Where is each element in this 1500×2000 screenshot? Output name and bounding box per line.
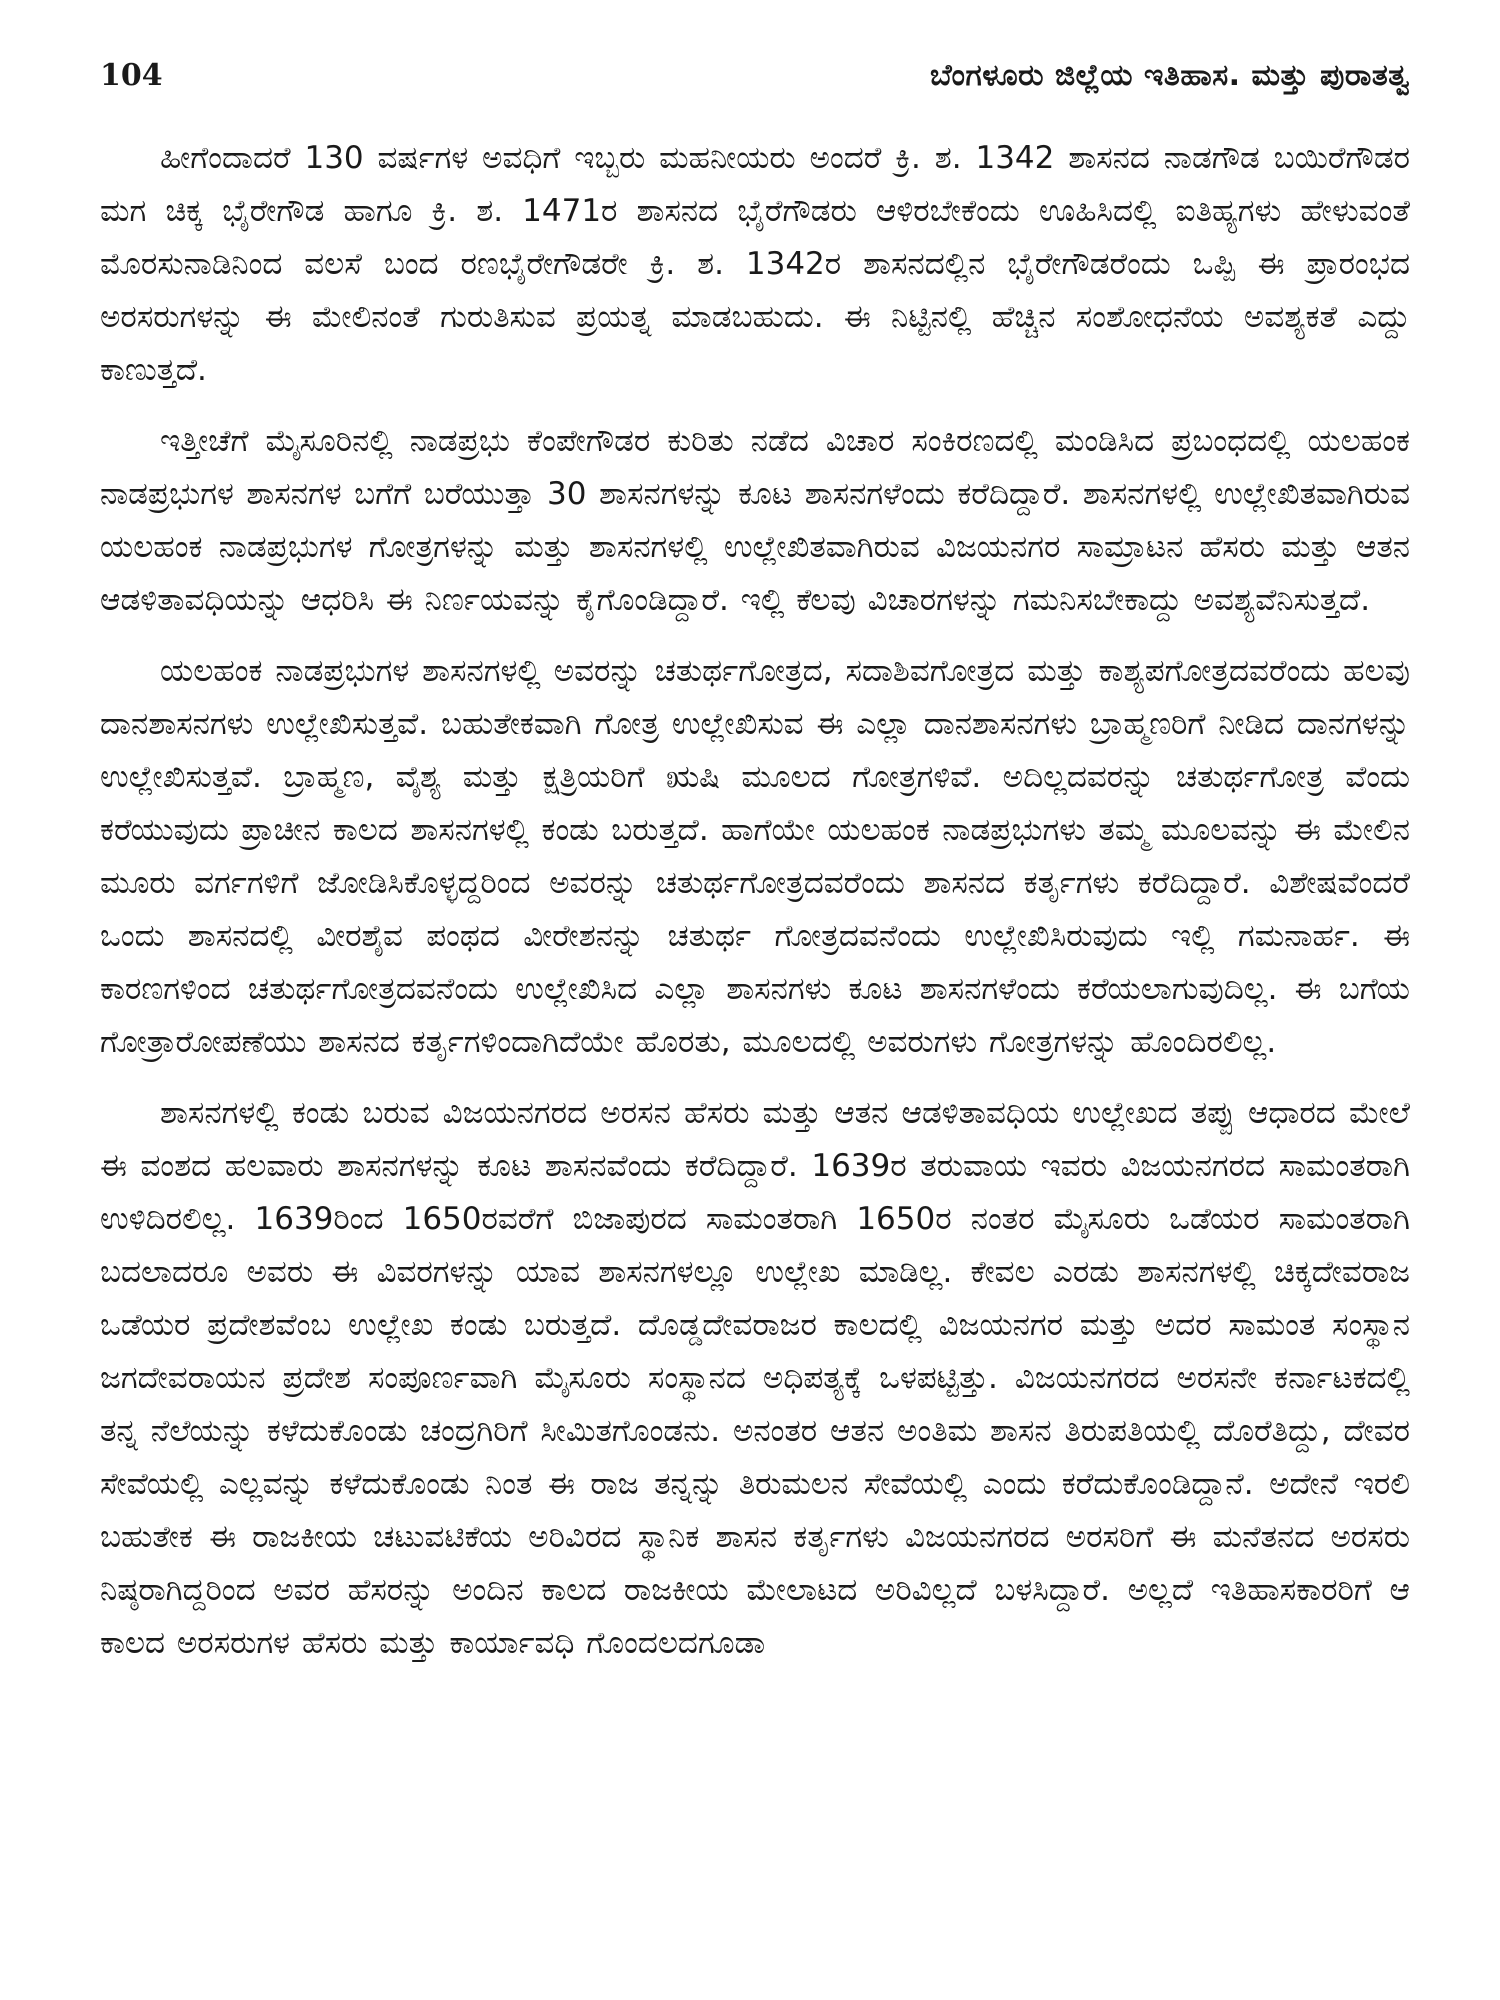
page-header <box>100 58 1410 118</box>
page-number: 104 <box>100 58 163 93</box>
running-title: ಬೆಂಗಳೂರು ಜಿಲ್ಲೆಯ ಇತಿಹಾಸ. ಮತ್ತು ಪುರಾತತ್ವ <box>929 58 1410 93</box>
paragraph: ಇತ್ತೀಚೆಗೆ ಮೈಸೂರಿನಲ್ಲಿ ನಾಡಪ್ರಭು ಕೆಂಪೇಗೌಡರ ಕುರಿತು ನಡೆದ ವಿಚಾರ ಸಂಕಿರಣದಲ್ಲಿ ಮಂಡಿಸಿದ ಪ್ರಬಂಧದಲ್ಲಿ ಯಲಹಂಕ ನಾಡಪ್ರಭುಗಳ ಶಾಸನಗಳ ಬಗೆಗೆ ಬರೆಯುತ್ತಾ 30 ಶಾಸನಗಳನ್ನು ಕೂಟ ಶಾಸನಗಳೆಂದು ಕರೆದಿದ್ದಾರೆ. ಶಾಸನಗಳಲ್ಲಿ ಉಲ್ಲೇಖಿತವಾಗಿರುವ ಯಲಹಂಕ ನಾಡಪ್ರಭುಗಳ ಗೋತ್ರಗಳನ್ನು ಮತ್ತು ಶಾಸನಗಳಲ್ಲಿ ಉಲ್ಲೇಖಿತವಾಗಿರುವ ವಿಜಯನಗರ ಸಾಮ್ರಾಟನ ಹೆಸರು ಮತ್ತು ಆತನ ಆಡಳಿತಾವಧಿಯನ್ನು ಆಧರಿಸಿ ಈ ನಿರ್ಣಯವನ್ನು ಕೈಗೊಂಡಿದ್ದಾರೆ. ಇಲ್ಲಿ ಕೆಲವು ವಿಚಾರಗಳನ್ನು ಗಮನಿಸಬೇಕಾದ್ದು ಅವಶ್ಯವೆನಿಸುತ್ತದೆ. <box>100 423 1410 618</box>
paragraph: ಶಾಸನಗಳಲ್ಲಿ ಕಂಡು ಬರುವ ವಿಜಯನಗರದ ಅರಸನ ಹೆಸರು ಮತ್ತು ಆತನ ಆಡಳಿತಾವಧಿಯ ಉಲ್ಲೇಖದ ತಪ್ಪು ಆಧಾರದ ಮೇಲೆ ಈ ವಂಶದ ಹಲವಾರು ಶಾಸನಗಳನ್ನು ಕೂಟ ಶಾಸನವೆಂದು ಕರೆದಿದ್ದಾರೆ. 1639ರ ತರುವಾಯ ಇವರು ವಿಜಯನಗರದ ಸಾಮಂತರಾಗಿ ಉಳಿದಿರಲಿಲ್ಲ. 1639ರಿಂದ 1650ರವರೆಗೆ ಬಿಜಾಪುರದ ಸಾಮಂತರಾಗಿ 1650ರ ನಂತರ ಮೈಸೂರು ಒಡೆಯರ ಸಾಮಂತರಾಗಿ ಬದಲಾದರೂ ಅವರು ಈ ವಿವರಗಳನ್ನು ಯಾವ ಶಾಸನಗಳಲ್ಲೂ ಉಲ್ಲೇಖ ಮಾಡಿಲ್ಲ. ಕೇವಲ ಎರಡು ಶಾಸನಗಳಲ್ಲಿ ಚಿಕ್ಕದೇವರಾಜ ಒಡೆಯರ ಪ್ರದೇಶವೆಂಬ ಉಲ್ಲೇಖ ಕಂಡು ಬರುತ್ತದೆ. ದೊಡ್ಡದೇವರಾಜರ ಕಾಲದಲ್ಲಿ ವಿಜಯನಗರ ಮತ್ತು ಅದರ ಸಾಮಂತ ಸಂಸ್ಥಾನ ಜಗದೇವರಾಯನ ಪ್ರದೇಶ ಸಂಪೂರ್ಣವಾಗಿ ಮೈಸೂರು ಸಂಸ್ಥಾನದ ಅಧಿಪತ್ಯಕ್ಕೆ ಒಳಪಟ್ಟಿತ್ತು. ವಿಜಯನಗರದ ಅರಸನೇ ಕರ್ನಾಟಕದಲ್ಲಿ ತನ್ನ ನೆಲೆಯನ್ನು ಕಳೆದುಕೊಂಡು ಚಂದ್ರಗಿರಿಗೆ ಸೀಮಿತಗೊಂಡನು. ಅನಂತರ ಆತನ ಅಂತಿಮ ಶಾಸನ ತಿರುಪತಿಯಲ್ಲಿ ದೊರೆತಿದ್ದು, ದೇವರ ಸೇವೆಯಲ್ಲಿ ಎಲ್ಲವನ್ನು ಕಳೆದುಕೊಂಡು ನಿಂತ ಈ ರಾಜ ತನ್ನನ್ನು ತಿರುಮಲನ ಸೇವೆಯಲ್ಲಿ ಎಂದು ಕರೆದುಕೊಂಡಿದ್ದಾನೆ. ಅದೇನೆ ಇರಲಿ ಬಹುತೇಕ ಈ ರಾಜಕೀಯ ಚಟುವಟಿಕೆಯ ಅರಿವಿರದ ಸ್ಥಾನಿಕ ಶಾಸನ ಕರ್ತೃಗಳು ವಿಜಯನಗರದ ಅರಸರಿಗೆ ಈ ಮನೆತನದ ಅರಸರು ನಿಷ್ಠರಾಗಿದ್ದರಿಂದ ಅವರ ಹೆಸರನ್ನು ಅಂದಿನ ಕಾಲದ ರಾಜಕೀಯ ಮೇಲಾಟದ ಅರಿವಿಲ್ಲದೆ ಬಳಸಿದ್ದಾರೆ. ಅಲ್ಲದೆ ಇತಿಹಾಸಕಾರರಿಗೆ ಆ ಕಾಲದ ಅರಸರುಗಳ ಹೆಸರು ಮತ್ತು ಕಾರ್ಯಾವಧಿ ಗೊಂದಲದಗೂಡಾ <box>100 1095 1410 1661</box>
paragraph: ಹೀಗೆಂದಾದರೆ 130 ವರ್ಷಗಳ ಅವಧಿಗೆ ಇಬ್ಬರು ಮಹನೀಯರು ಅಂದರೆ ಕ್ರಿ. ಶ. 1342 ಶಾಸನದ ನಾಡಗೌಡ ಬಯಿರೆಗೌಡರ ಮಗ ಚಿಕ್ಕ ಭೈರೇಗೌಡ ಹಾಗೂ ಕ್ರಿ. ಶ. 1471ರ ಶಾಸನದ ಭೈರೆಗೌಡರು ಆಳಿರಬೇಕೆಂದು ಊಹಿಸಿದಲ್ಲಿ ಐತಿಹ್ಯಗಳು ಹೇಳುವಂತೆ ಮೊರಸುನಾಡಿನಿಂದ ವಲಸೆ ಬಂದ ರಣಭೈರೇಗೌಡರೇ ಕ್ರಿ. ಶ. 1342ರ ಶಾಸನದಲ್ಲಿನ ಭೈರೇಗೌಡರೆಂದು ಒಪ್ಪಿ ಈ ಪ್ರಾರಂಭದ ಅರಸರುಗಳನ್ನು ಈ ಮೇಲಿನಂತೆ ಗುರುತಿಸುವ ಪ್ರಯತ್ನ ಮಾಡಬಹುದು. ಈ ನಿಟ್ಟಿನಲ್ಲಿ ಹೆಚ್ಚಿನ ಸಂಶೋಧನೆಯ ಅವಶ್ಯಕತೆ ಎದ್ದು ಕಾಣುತ್ತದೆ. <box>100 140 1410 388</box>
paragraph: ಯಲಹಂಕ ನಾಡಪ್ರಭುಗಳ ಶಾಸನಗಳಲ್ಲಿ ಅವರನ್ನು ಚತುರ್ಥಗೋತ್ರದ, ಸದಾಶಿವಗೋತ್ರದ ಮತ್ತು ಕಾಶ್ಯಪಗೋತ್ರದವರೆಂದು ಹಲವು ದಾನಶಾಸನಗಳು ಉಲ್ಲೇಖಿಸುತ್ತವೆ. ಬಹುತೇಕವಾಗಿ ಗೋತ್ರ ಉಲ್ಲೇಖಿಸುವ ಈ ಎಲ್ಲಾ ದಾನಶಾಸನಗಳು ಬ್ರಾಹ್ಮಣರಿಗೆ ನೀಡಿದ ದಾನಗಳನ್ನು ಉಲ್ಲೇಖಿಸುತ್ತವೆ. ಬ್ರಾಹ್ಮಣ, ವೈಶ್ಯ ಮತ್ತು ಕ್ಷತ್ರಿಯರಿಗೆ ಋಷಿ ಮೂಲದ ಗೋತ್ರಗಳಿವೆ. ಅದಿಲ್ಲದವರನ್ನು ಚತುರ್ಥಗೋತ್ರ ವೆಂದು ಕರೆಯುವುದು ಪ್ರಾಚೀನ ಕಾಲದ ಶಾಸನಗಳಲ್ಲಿ ಕಂಡು ಬರುತ್ತದೆ. ಹಾಗೆಯೇ ಯಲಹಂಕ ನಾಡಪ್ರಭುಗಳು ತಮ್ಮ ಮೂಲವನ್ನು ಈ ಮೇಲಿನ ಮೂರು ವರ್ಗಗಳಿಗೆ ಜೋಡಿಸಿಕೊಳ್ಳದ್ದರಿಂದ ಅವರನ್ನು ಚತುರ್ಥಗೋತ್ರದವರೆಂದು ಶಾಸನದ ಕರ್ತೃಗಳು ಕರೆದಿದ್ದಾರೆ. ವಿಶೇಷವೆಂದರೆ ಒಂದು ಶಾಸನದಲ್ಲಿ ವೀರಶೈವ ಪಂಥದ ವೀರೇಶನನ್ನು ಚತುರ್ಥ ಗೋತ್ರದವನೆಂದು ಉಲ್ಲೇಖಿಸಿರುವುದು ಇಲ್ಲಿ ಗಮನಾರ್ಹ. ಈ ಕಾರಣಗಳಿಂದ ಚತುರ್ಥಗೋತ್ರದವನೆಂದು ಉಲ್ಲೇಖಿಸಿದ ಎಲ್ಲಾ ಶಾಸನಗಳು ಕೂಟ ಶಾಸನಗಳೆಂದು ಕರೆಯಲಾಗುವುದಿಲ್ಲ. ಈ ಬಗೆಯ ಗೋತ್ರಾರೋಪಣೆಯು ಶಾಸನದ ಕರ್ತೃಗಳಿಂದಾಗಿದೆಯೇ ಹೊರತು, ಮೂಲದಲ್ಲಿ ಅವರುಗಳು ಗೋತ್ರಗಳನ್ನು ಹೊಂದಿರಲಿಲ್ಲ. <box>100 653 1410 1060</box>
body-text <box>100 132 1410 1670</box>
